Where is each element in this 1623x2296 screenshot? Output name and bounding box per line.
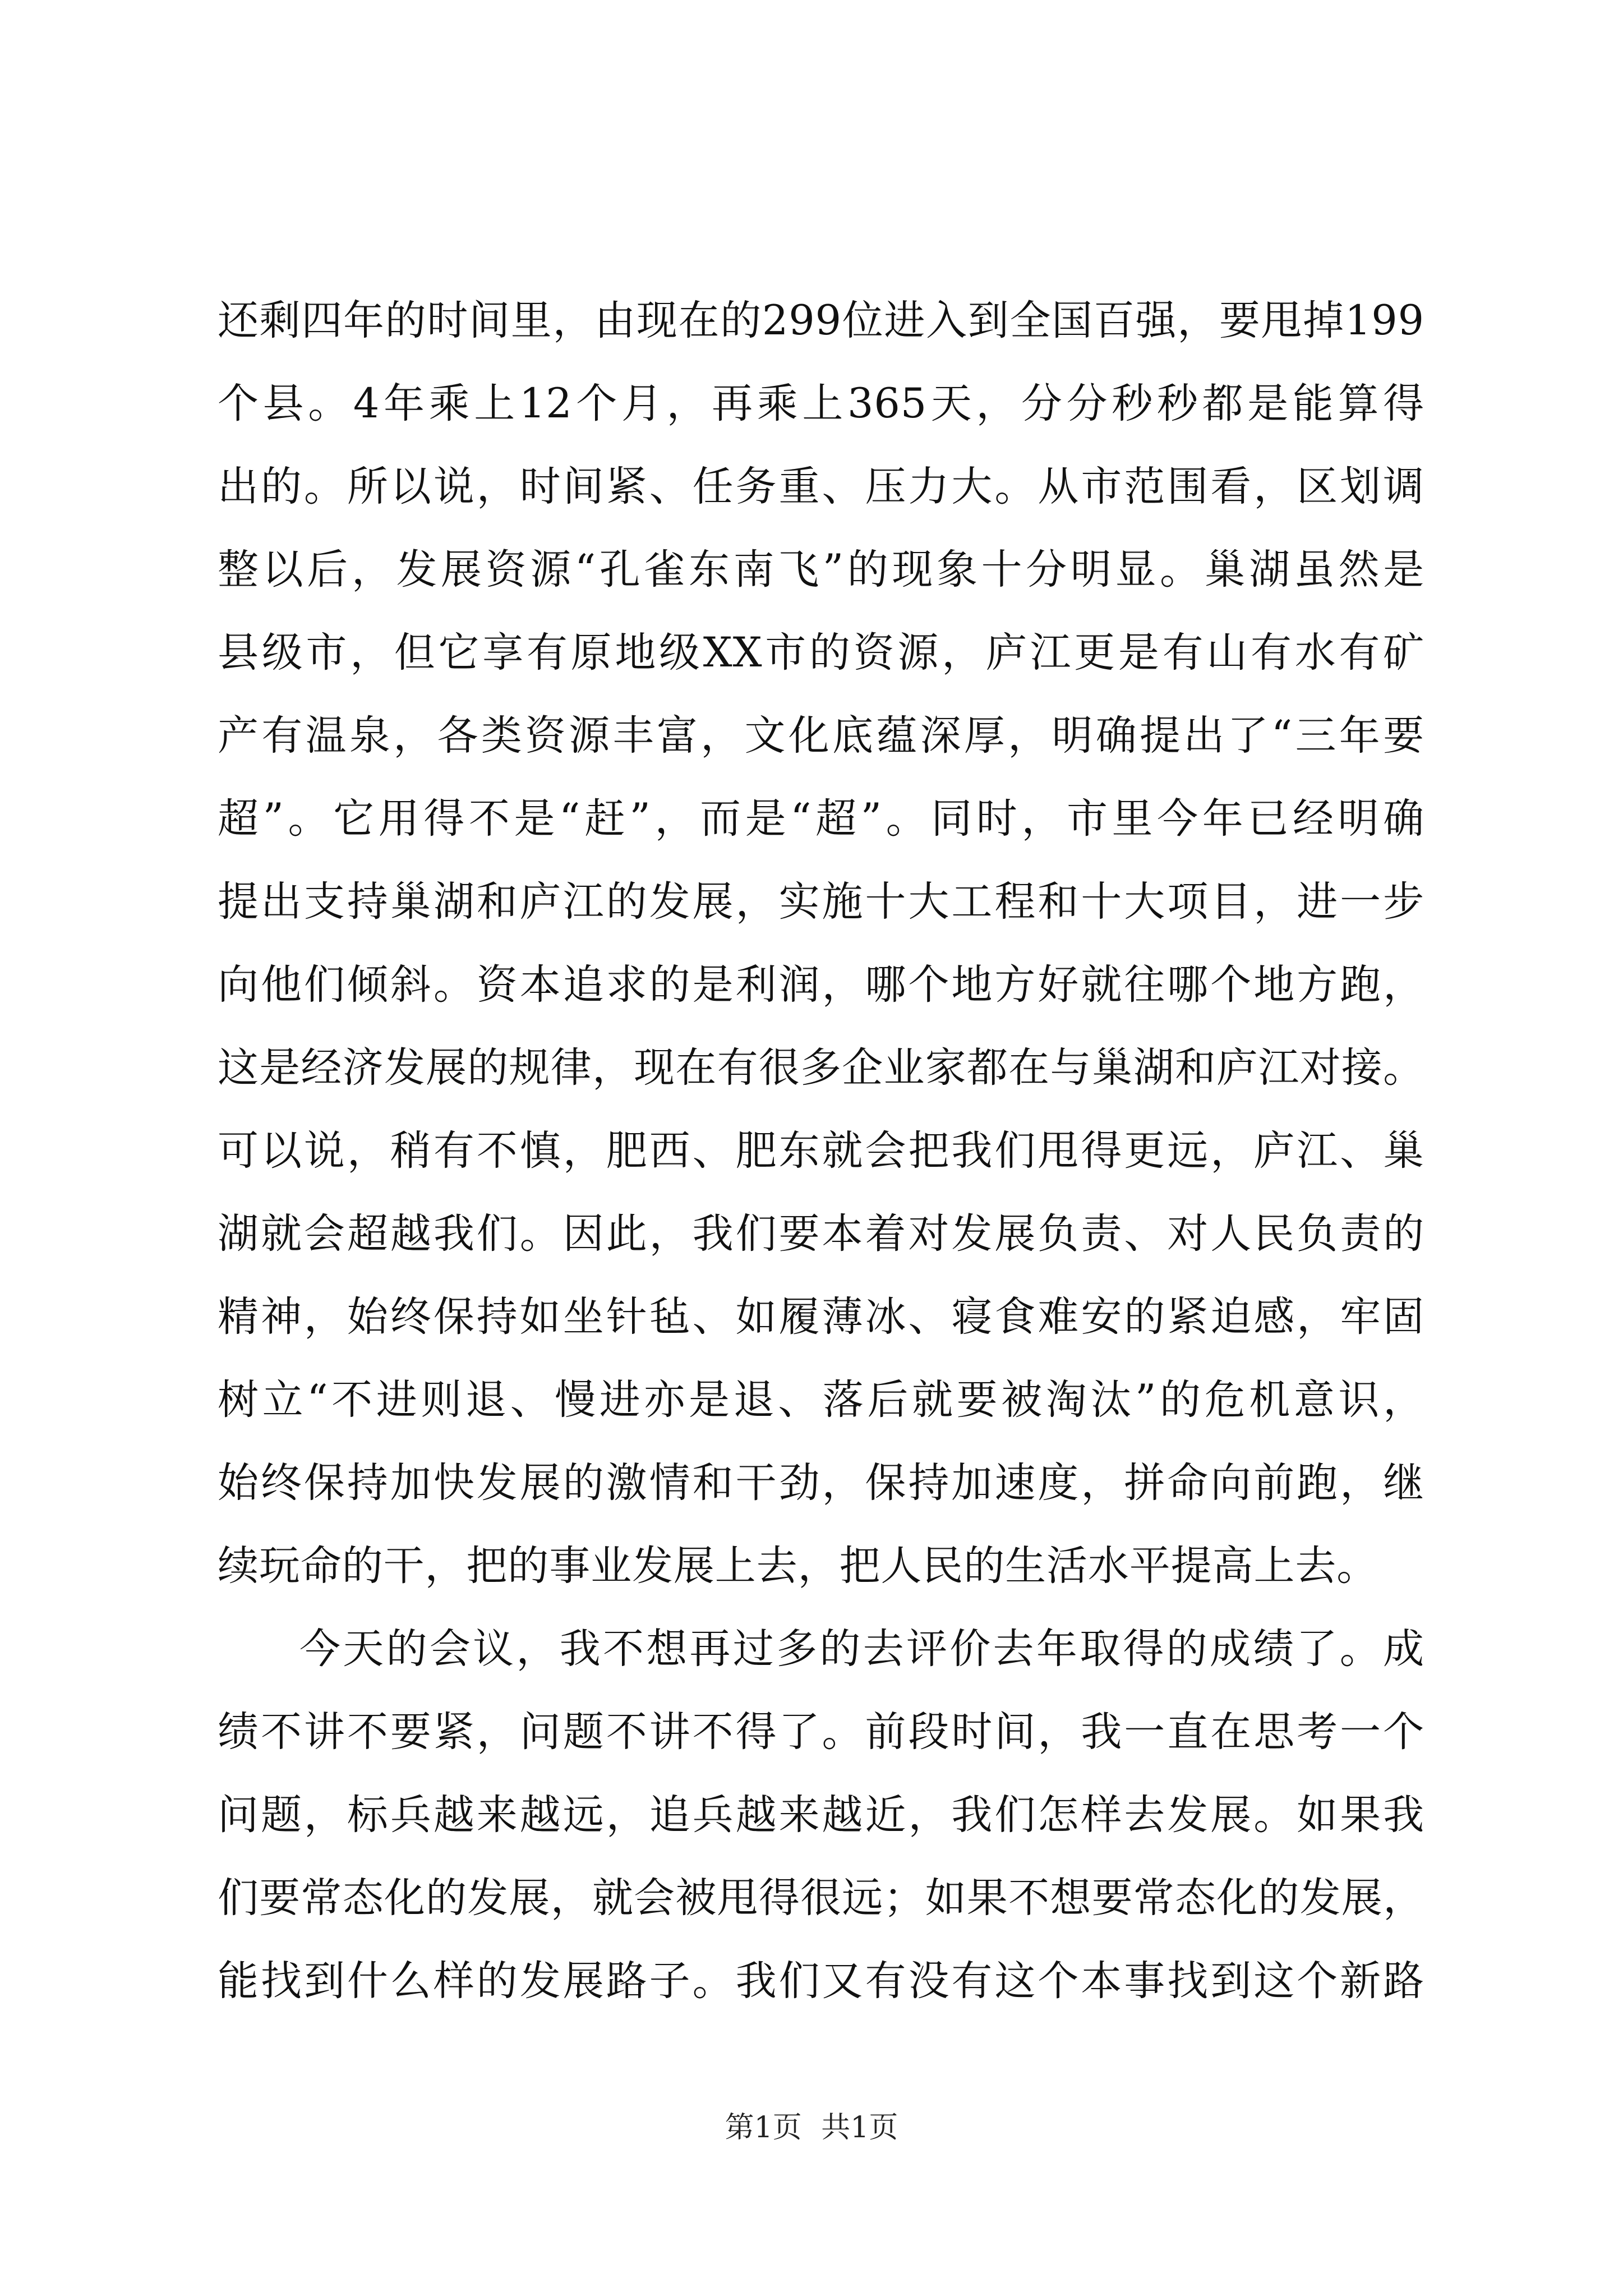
text-line-20: 们要常态化的发展，就会被甩得很远；如果不想要常态化的发展，	[218, 1874, 1424, 1922]
text-line-9: 向他们倾斜。资本追求的是利润，哪个地方好就往哪个地方跑，	[218, 961, 1424, 1009]
text-line-11: 可以说，稍有不慎，肥西、肥东就会把我们甩得更远，庐江、巢	[218, 1127, 1424, 1175]
text-line-5: 县级市，但它享有原地级XX市的资源，庐江更是有山有水有矿	[218, 629, 1424, 677]
text-line-10: 这是经济发展的规律，现在有很多企业家都在与巢湖和庐江对接。	[218, 1044, 1424, 1092]
text-line-2: 个县。4年乘上12个月，再乘上365天，分分秒秒都是能算得	[218, 380, 1424, 427]
text-line-15: 始终保持加快发展的激情和干劲，保持加速度，拼命向前跑，继	[218, 1459, 1424, 1507]
text-line-21: 能找到什么样的发展路子。我们又有没有这个本事找到这个新路	[218, 1957, 1424, 2005]
text-line-16: 续玩命的干，把的事业发展上去，把人民的生活水平提高上去。	[218, 1542, 1378, 1590]
text-line-4: 整以后，发展资源“孔雀东南飞”的现象十分明显。巢湖虽然是	[218, 546, 1424, 593]
text-line-8: 提出支持巢湖和庐江的发展，实施十大工程和十大项目，进一步	[218, 878, 1424, 926]
text-line-14: 树立“不进则退、慢进亦是退、落后就要被淘汰”的危机意识，	[218, 1376, 1424, 1424]
text-line-1: 还剩四年的时间里，由现在的299位进入到全国百强，要甩掉199	[218, 297, 1424, 344]
text-line-3: 出的。所以说，时间紧、任务重、压力大。从市范围看，区划调	[218, 463, 1424, 510]
text-line-17: 今天的会议，我不想再过多的去评价去年取得的成绩了。成	[299, 1625, 1424, 1673]
text-line-7: 超”。它用得不是“赶”，而是“超”。同时，市里今年已经明确	[218, 795, 1424, 843]
document-body	[218, 279, 1424, 2023]
text-line-6: 产有温泉，各类资源丰富，文化底蕴深厚，明确提出了“三年要	[218, 712, 1424, 760]
text-line-19: 问题，标兵越来越远，追兵越来越近，我们怎样去发展。如果我	[218, 1791, 1424, 1839]
page-footer: 第1页 共1页	[725, 2111, 898, 2145]
text-line-13: 精神，始终保持如坐针毡、如履薄冰、寝食难安的紧迫感，牢固	[218, 1293, 1424, 1341]
text-line-18: 绩不讲不要紧，问题不讲不得了。前段时间，我一直在思考一个	[218, 1708, 1424, 1756]
text-line-12: 湖就会超越我们。因此，我们要本着对发展负责、对人民负责的	[218, 1210, 1424, 1258]
